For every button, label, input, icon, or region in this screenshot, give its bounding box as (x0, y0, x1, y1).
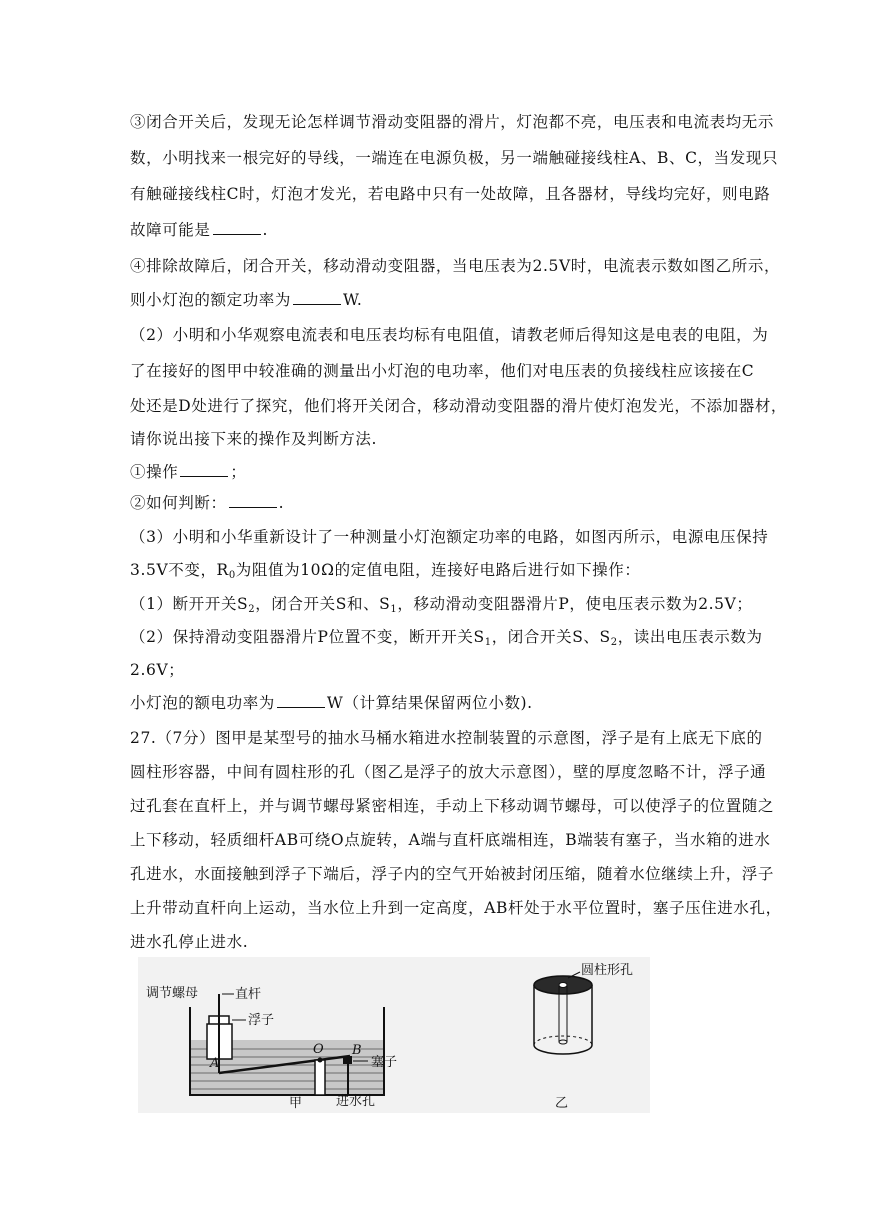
subscript: 2 (248, 604, 256, 615)
subscript: 2 (610, 637, 618, 648)
hole-top (559, 983, 567, 988)
p3-line-1: ③闭合开关后，发现无论怎样调节滑动变阻器的滑片，灯泡都不亮，电压表和电流表均无示 (130, 113, 775, 131)
q2-operation (130, 462, 246, 482)
q3-line-2-b: 为阻值为10Ω的定值电阻，连接好电路后进行如下操作： (235, 561, 641, 579)
q2-judge-text: ②如何判断： (130, 494, 227, 512)
subscript: 1 (484, 637, 492, 648)
q3-result (130, 693, 533, 713)
q3-line-2-a: 3.5V不变，R (130, 561, 229, 579)
subscript: 0 (228, 570, 236, 581)
label-adjusting-nut: 调节螺母 (146, 986, 199, 1001)
label-point-b: B (352, 1043, 362, 1058)
q3-step-1-c: ，移动滑动变阻器滑片P，使电压表示数为2.5V； (397, 595, 753, 613)
q27-line-7: 进水孔停止进水. (130, 933, 249, 951)
label-float: 浮子 (248, 1013, 275, 1028)
p4-line-2 (130, 290, 362, 310)
q3-step-2 (130, 627, 763, 647)
caption-yi: 乙 (555, 1096, 569, 1111)
q3-result-end: W（计算结果保留两位小数). (326, 694, 533, 712)
q27-line-1: 27.（7分）图甲是某型号的抽水马桶水箱进水控制装置的示意图，浮子是有上底无下底的 (130, 729, 763, 747)
q27-line-5: 孔进水，水面接触到浮子下端后，浮子内的空气开始被封闭压缩，随着水位继续上升，浮子 (130, 865, 775, 883)
figure-svg (138, 957, 650, 1113)
q3-line-2 (130, 560, 640, 580)
label-plug: 塞子 (371, 1055, 398, 1070)
q2-line-1: （2）小明和小华观察电流表和电压表均标有电阻值，请教老师后得知这是电表的电阻，为 (130, 326, 769, 344)
q3-step-2-a: （2）保持滑动变阻器滑片P位置不变，断开开关S (130, 628, 485, 646)
figure-yi (534, 962, 633, 1111)
q2-judge-end: . (278, 494, 285, 512)
label-straight-rod: 直杆 (235, 987, 262, 1002)
q3-step-2-c: ，读出电压表示数为 (617, 628, 763, 646)
q3-step-1-a: （1）断开开关S (130, 595, 249, 613)
q2-line-3: 处还是D处进行了探究，他们将开关闭合，移动滑动变阻器的滑片使灯泡发光，不添加器材， (130, 397, 788, 415)
q27-line-6: 上升带动直杆向上运动，当水位上升到一定高度，AB杆处于水平位置时，塞子压住进水孔， (130, 899, 782, 917)
q2-judge (130, 493, 284, 513)
subscript: 1 (390, 604, 398, 615)
q3-result-text: 小灯泡的额电功率为 (130, 694, 275, 712)
p4-line-2-text: 则小灯泡的额定功率为 (130, 291, 292, 309)
p4-line-2-end: W. (343, 291, 363, 309)
q3-step-2-cont: 2.6V； (130, 661, 185, 679)
q2-operation-end: ； (230, 463, 247, 481)
q27-line-3: 过孔套在直杆上，并与调节螺母紧密相连，手动上下移动调节螺母，可以使浮子的位置随之 (130, 797, 775, 815)
p3-line-2: 数，小明找来一根完好的导线，一端连在电源负极，另一端触碰接线柱A、B、C，当发现只 (130, 149, 779, 167)
label-inlet: 进水孔 (336, 1094, 376, 1109)
pivot-o (318, 1058, 323, 1063)
q2-operation-text: ①操作 (130, 463, 179, 481)
p3-line-4 (130, 220, 268, 240)
q2-line-4: 请你说出接下来的操作及判断方法. (130, 430, 378, 448)
caption-jia: 甲 (289, 1096, 303, 1111)
q27-line-2: 圆柱形容器，中间有圆柱形的孔（图乙是浮子的放大示意图），壁的厚度忽略不计，浮子通 (130, 763, 767, 781)
answer-blank (229, 493, 277, 508)
figure-jia-yi (138, 957, 650, 1113)
answer-blank (180, 462, 228, 477)
q3-step-1 (130, 594, 753, 614)
p3-line-4-end: . (262, 221, 269, 239)
answer-blank (293, 290, 341, 305)
p4-line-1: ④排除故障后，闭合开关，移动滑动变阻器，当电压表为2.5V时，电流表示数如图乙所示， (130, 257, 781, 275)
q3-line-1: （3）小明和小华重新设计了一种测量小灯泡额定功率的电路，如图丙所示，电源电压保持 (130, 528, 769, 546)
pivot-post (315, 1060, 325, 1095)
label-cylindrical-hole: 圆柱形孔 (581, 963, 634, 978)
label-point-o: O (313, 1042, 324, 1057)
hole-bottom (559, 1040, 567, 1044)
p3-line-3: 有触碰接线柱C时，灯泡才发光，若电路中只有一处故障，且各器材，导线均完好，则电路 (130, 185, 771, 203)
q3-step-1-b: ，闭合开关S和、S (255, 595, 391, 613)
cylinder-bottom-front (534, 1045, 592, 1054)
answer-blank (277, 693, 325, 708)
figure-jia (146, 985, 397, 1111)
p3-line-4-text: 故障可能是 (130, 221, 211, 239)
q27-line-4: 上下移动，轻质细杆AB可绕O点旋转，A端与直杆底端相连，B端装有塞子，当水箱的进水 (130, 831, 771, 849)
q2-line-2: 了在接好的图甲中较准确的测量出小灯泡的电功率，他们对电压表的负接线柱应该接在C (130, 362, 755, 380)
q3-step-2-b: ，闭合开关S、S (491, 628, 611, 646)
answer-blank (213, 220, 261, 235)
label-point-a: A (210, 1056, 220, 1071)
plug (343, 1056, 352, 1064)
